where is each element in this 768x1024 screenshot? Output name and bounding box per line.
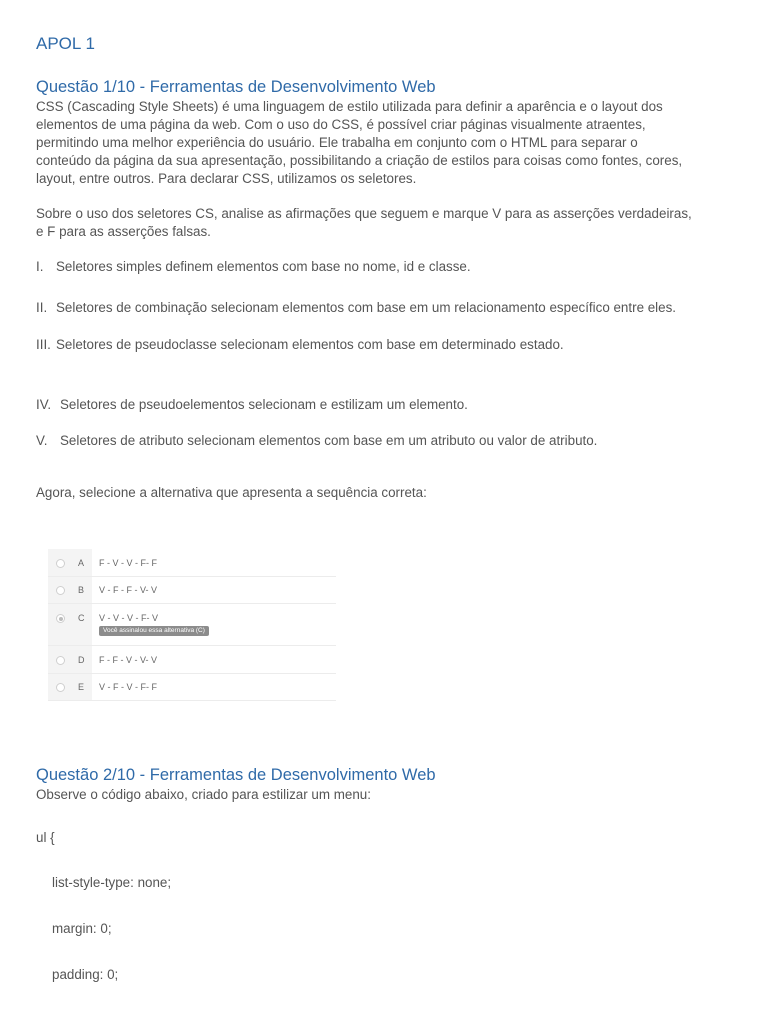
code-line: margin: 0; bbox=[52, 921, 112, 936]
option-d[interactable] bbox=[48, 645, 336, 674]
statement-numeral: IV. bbox=[36, 397, 52, 412]
option-letter: D bbox=[78, 655, 85, 665]
radio-button[interactable] bbox=[56, 559, 65, 568]
statement-numeral: V. bbox=[36, 433, 48, 448]
statement-numeral: II. bbox=[36, 300, 48, 315]
statement-text: Seletores simples definem elementos com base no nome, id e classe. bbox=[56, 259, 471, 274]
radio-button-selected[interactable] bbox=[56, 614, 65, 623]
option-text: V - F - F - V- V bbox=[99, 585, 157, 595]
code-line: padding: 0; bbox=[52, 967, 119, 982]
intro-line: conteúdo da página da sua apresentação, possibilitando a criação de estilos para coisas como fontes, cores, bbox=[36, 153, 683, 168]
option-letter: B bbox=[78, 585, 85, 595]
option-letter: E bbox=[78, 682, 85, 692]
statement-numeral: III. bbox=[36, 337, 51, 352]
option-c[interactable] bbox=[48, 603, 336, 646]
radio-button[interactable] bbox=[56, 656, 65, 665]
answer-options bbox=[48, 549, 336, 701]
instruction-line: e F para as asserções falsas. bbox=[36, 224, 211, 239]
question-2-title: Questão 2/10 - Ferramentas de Desenvolvimento Web bbox=[36, 766, 436, 784]
question-1-prompt: Agora, selecione a alternativa que apresenta a sequência correta: bbox=[36, 485, 427, 500]
option-e[interactable] bbox=[48, 673, 336, 701]
option-text: V - V - V - F- V bbox=[99, 613, 159, 623]
statement-item bbox=[36, 396, 468, 414]
intro-line: permitindo uma melhor experiência do usuário. Ele trabalha em conjunto com o HTML para separar o bbox=[36, 135, 638, 150]
page-title: APOL 1 bbox=[36, 34, 95, 53]
statement-text: Seletores de pseudoclasse selecionam elementos com base em determinado estado. bbox=[56, 337, 564, 352]
option-b[interactable] bbox=[48, 576, 336, 604]
intro-line: layout, entre outros. Para declarar CSS, utilizamos os seletores. bbox=[36, 171, 417, 186]
statement-text: Seletores de combinação selecionam elementos com base em um relacionamento específico entre eles. bbox=[56, 300, 677, 315]
statement-numeral: I. bbox=[36, 259, 44, 274]
selected-answer-badge: Você assinalou essa alternativa (C) bbox=[99, 626, 209, 636]
intro-line: CSS (Cascading Style Sheets) é uma linguagem de estilo utilizada para definir a aparência e o layout dos bbox=[36, 99, 663, 114]
statement-item bbox=[36, 299, 676, 317]
code-line: list-style-type: none; bbox=[52, 875, 172, 890]
intro-line: elementos de uma página da web. Com o uso do CSS, é possível criar páginas visualmente atraentes, bbox=[36, 117, 646, 132]
option-a[interactable] bbox=[48, 549, 336, 577]
code-line: ul { bbox=[36, 830, 55, 845]
statement-text: Seletores de atributo selecionam elementos com base em um atributo ou valor de atributo. bbox=[60, 433, 598, 448]
option-letter: A bbox=[78, 558, 85, 568]
option-text: F - V - V - F- F bbox=[99, 558, 157, 568]
radio-button[interactable] bbox=[56, 683, 65, 692]
option-letter: C bbox=[78, 613, 85, 623]
statement-item bbox=[36, 336, 564, 354]
question-1-title: Questão 1/10 - Ferramentas de Desenvolvimento Web bbox=[36, 78, 436, 96]
option-text: V - F - V - F- F bbox=[99, 682, 157, 692]
statement-item bbox=[36, 432, 597, 450]
statement-item bbox=[36, 258, 471, 276]
option-text: F - F - V - V- V bbox=[99, 655, 157, 665]
radio-button[interactable] bbox=[56, 586, 65, 595]
question-2-intro: Observe o código abaixo, criado para estilizar um menu: bbox=[36, 787, 371, 802]
statement-text: Seletores de pseudoelementos selecionam e estilizam um elemento. bbox=[60, 397, 468, 412]
instruction-line: Sobre o uso dos seletores CS, analise as afirmações que seguem e marque V para as asserções verdadeiras, bbox=[36, 206, 692, 221]
